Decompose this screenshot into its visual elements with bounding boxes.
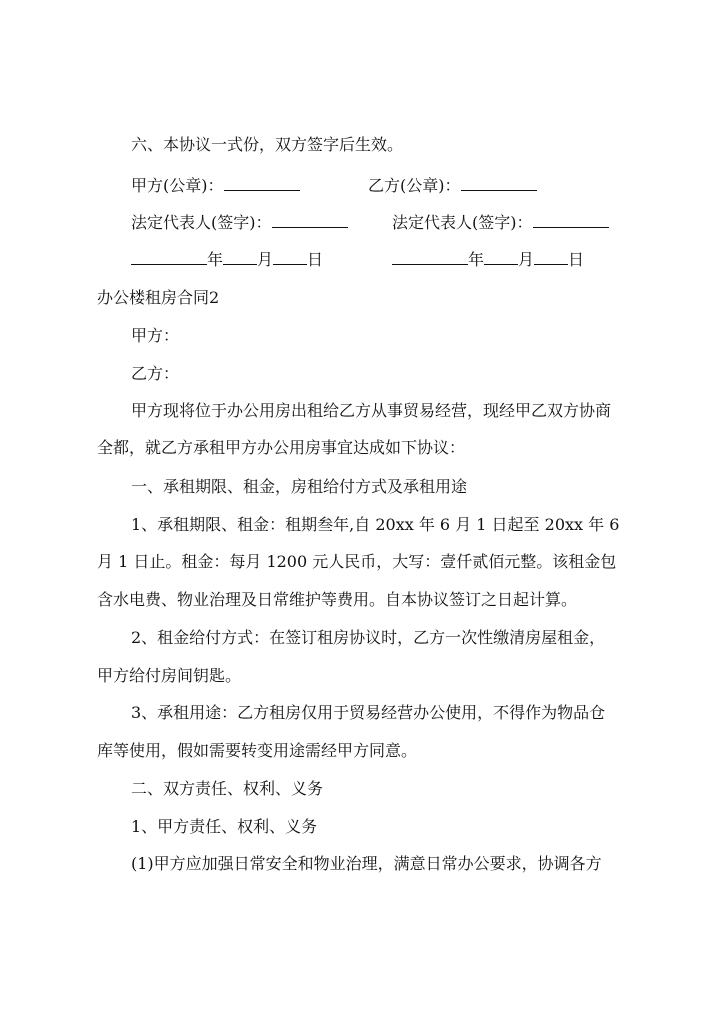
party-b-line: 乙方： (131, 364, 180, 383)
party-b-seal-blank (461, 176, 537, 191)
section-heading: 一、承租期限、租金，房租给付方式及承租用途 (131, 477, 468, 496)
paragraph-line: 3、承租用途：乙方租房仅用于贸易经营办公使用，不得作为物品仓 (131, 703, 606, 722)
contract-title: 办公楼租房合同2 (97, 288, 220, 307)
subsection-heading: 1、甲方责任、权利、义务 (131, 817, 318, 836)
day-label: 日 (307, 250, 324, 269)
rep-b-row (392, 212, 609, 234)
year-label: 年 (468, 250, 485, 269)
party-a-seal-label: 甲方(公章)： (131, 176, 224, 195)
year-label: 年 (207, 250, 224, 269)
rep-b-blank (533, 213, 609, 228)
paragraph-line: 含水电费、物业治理及日常维护等费用。自本协议签订之日起计算。 (97, 590, 578, 609)
paragraph-line: 全都，就乙方承租甲方办公用房事宜达成如下协议： (97, 438, 466, 457)
day-blank (273, 250, 307, 265)
paragraph-line: 甲方给付房间钥匙。 (97, 666, 242, 685)
rep-a-label: 法定代表人(签字)： (131, 213, 272, 232)
year-blank (392, 250, 468, 265)
rep-a-row (131, 212, 348, 234)
paragraph-line: (1)甲方应加强日常安全和物业治理，满意日常办公要求，协调各方 (131, 854, 602, 873)
date-row-b (392, 249, 584, 271)
section-heading: 二、双方责任、权利、义务 (131, 779, 324, 798)
paragraph-line: 库等使用，假如需要转变用途需经甲方同意。 (97, 741, 418, 760)
paragraph-line: 月 1 日止。租金：每月 1200 元人民币，大写：壹仟贰佰元整。该租金包 (97, 552, 617, 571)
paragraph-line: 2、租金给付方式：在签订租房协议时，乙方一次性缴清房屋租金， (131, 628, 606, 647)
rep-b-label: 法定代表人(签字)： (392, 213, 533, 232)
party-a-seal-row (131, 175, 300, 197)
month-label: 月 (257, 250, 274, 269)
party-a-line: 甲方： (131, 326, 180, 345)
month-blank (223, 250, 257, 265)
month-blank (484, 250, 518, 265)
rep-a-blank (272, 213, 348, 228)
month-label: 月 (518, 250, 535, 269)
day-label: 日 (568, 250, 585, 269)
paragraph-line: 甲方现将位于办公用房出租给乙方从事贸易经营，现经甲乙双方协商 (131, 401, 612, 420)
party-b-seal-row (368, 175, 537, 197)
clause-six: 六、本协议一式份，双方签字后生效。 (131, 135, 404, 154)
day-blank (534, 250, 568, 265)
party-b-seal-label: 乙方(公章)： (368, 176, 461, 195)
year-blank (131, 250, 207, 265)
paragraph-line: 1、承租期限、租金：租期叁年,自 20xx 年 6 月 1 日起至 20xx 年 6 (131, 515, 620, 534)
party-a-seal-blank (224, 176, 300, 191)
date-row-a (131, 249, 323, 271)
